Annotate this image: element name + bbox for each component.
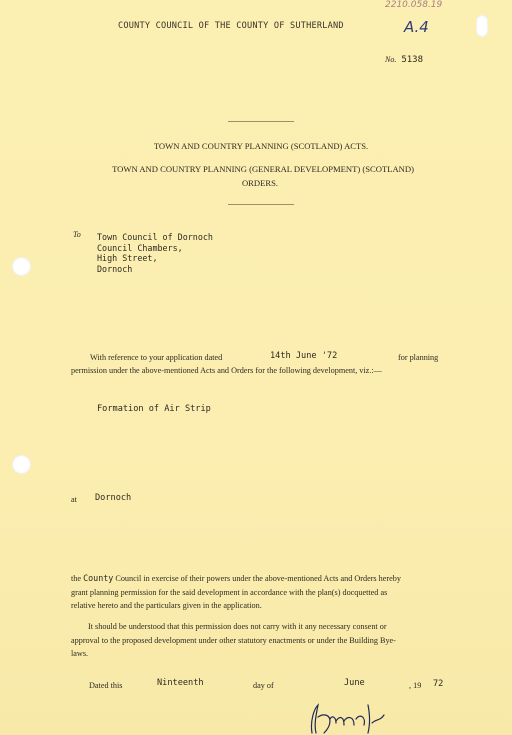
acts-title-line2: TOWN AND COUNTRY PLANNING (GENERAL DEVELOPMENT) (SCOTLAND)	[112, 164, 414, 174]
recipient-line-4: Dornoch	[97, 264, 133, 274]
dated-month: June	[344, 678, 365, 688]
dated-this-label: Dated this	[89, 681, 123, 690]
document-number	[385, 55, 423, 65]
sheet-mark: A.4	[404, 18, 429, 36]
number-label: No.	[385, 55, 397, 64]
application-prefix: With reference to your application dated	[90, 353, 223, 362]
recipient-line-3: High Street,	[97, 253, 158, 263]
application-suffix: for planning	[398, 353, 439, 362]
punch-hole-corner	[476, 15, 488, 37]
at-label: at	[71, 495, 77, 504]
disclaimer-line1: It should be understood that this permission does not carry with it any necessary consent or	[88, 622, 387, 631]
grant-line1	[71, 571, 401, 586]
punch-hole-top	[12, 257, 31, 276]
year-prefix: , 19	[409, 681, 422, 690]
signature	[300, 695, 400, 735]
acts-title-line1: TOWN AND COUNTRY PLANNING (SCOTLAND) ACTS.	[153, 141, 369, 151]
location-place: Dornoch	[95, 493, 132, 503]
divider-top	[228, 121, 294, 122]
archive-reference: 2210.058.19	[385, 0, 443, 10]
application-line2: permission under the above-mentioned Acts and Orders for the following development, viz.:—	[71, 366, 382, 375]
development-description: Formation of Air Strip	[97, 404, 211, 414]
application-date: 14th June '72	[270, 351, 338, 361]
council-type: County	[83, 573, 114, 583]
dated-year: 72	[433, 679, 444, 689]
grant-line2: grant planning permission for the said development in accordance with the plan(s) docquetted as	[71, 588, 388, 597]
grant-line1-rest: Council in exercise of their powers under the above-mentioned Acts and Orders hereby	[115, 574, 401, 583]
grant-line3: relative hereto and the particulars given in the application.	[71, 601, 262, 610]
grant-the: the	[71, 574, 82, 583]
day-of-label: day of	[253, 681, 274, 690]
acts-title-line3: ORDERS.	[241, 178, 279, 188]
recipient-line-1: Town Council of Dornoch	[97, 232, 213, 242]
dated-day: Ninteenth	[157, 678, 204, 688]
council-title: COUNTY COUNCIL OF THE COUNTY OF SUTHERLAND	[118, 21, 344, 31]
punch-hole-bottom	[12, 455, 31, 474]
to-label: To	[73, 230, 81, 239]
disclaimer-line3: laws.	[71, 649, 89, 658]
disclaimer-line2: approval to the proposed development under other statutory enactments or under the Building Bye-	[71, 636, 396, 645]
divider-bottom	[228, 204, 294, 205]
recipient-line-2: Council Chambers,	[97, 243, 183, 253]
number-value: 5138	[401, 55, 424, 65]
